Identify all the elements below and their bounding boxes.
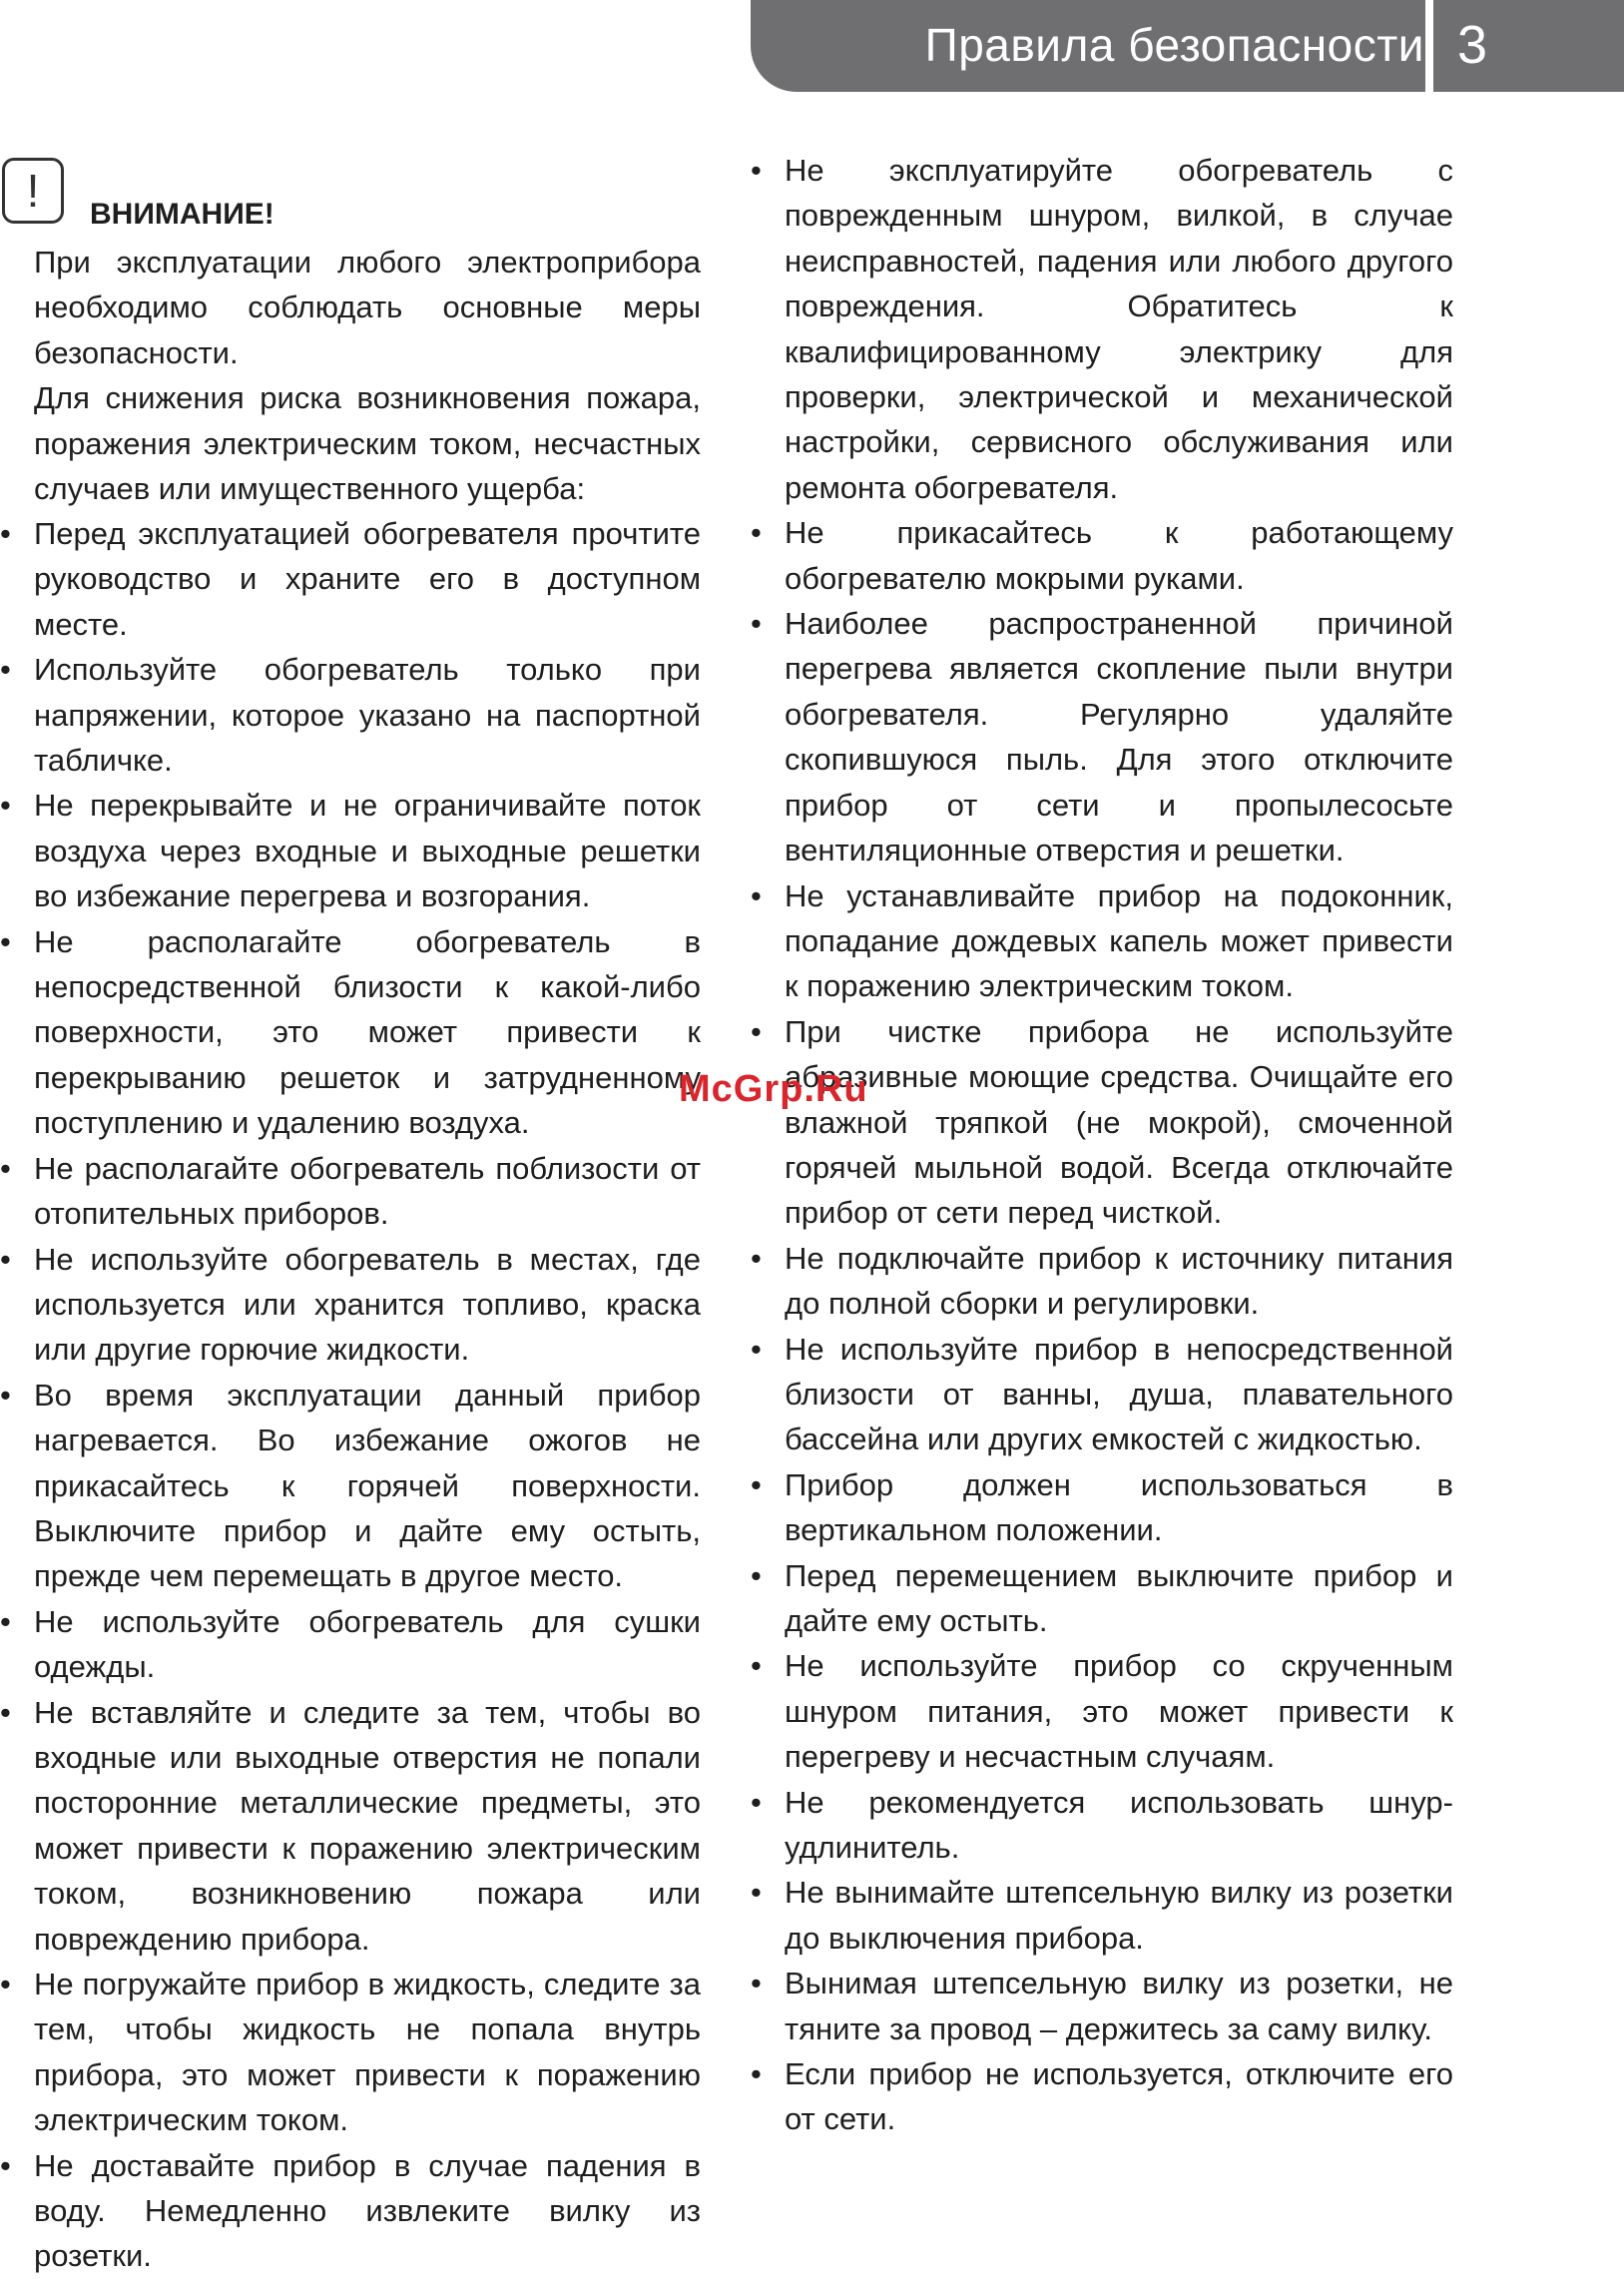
intro-paragraph: Для снижения риска возникновения пожара, поражения электрическим током, несчастных случаев или имущественного ущерба: bbox=[34, 380, 701, 507]
list-item: • Не эксплуатируйте обогреватель с поврежденным шнуром, вилкой, в случае неисправностей, падения или любого другого повреждения. Обратитесь к квалифицированному электрику для проверки, электрической и механической настройки, сервисного обслуживания или ремонта обогревателя. bbox=[785, 148, 1453, 510]
warning-icon: ! bbox=[2, 158, 64, 224]
list-item: • Не используйте обогреватель для сушки одежды. bbox=[34, 1599, 701, 1690]
section-title: Правила безопасности bbox=[924, 19, 1424, 71]
list-item: • Перед перемещением выключите прибор и дайте ему остыть. bbox=[785, 1553, 1453, 1644]
left-safety-list bbox=[34, 511, 701, 2279]
list-item: • Не прикасайтесь к работающему обогревателю мокрыми руками. bbox=[785, 510, 1453, 601]
list-item: • Не рекомендуется использовать шнур-удлинитель. bbox=[785, 1780, 1453, 1871]
section-header bbox=[751, 0, 1624, 92]
list-item: • Перед эксплуатацией обогревателя прочтите руководство и храните его в доступном месте. bbox=[34, 511, 701, 647]
header-divider bbox=[1425, 0, 1433, 92]
list-item: • Не вынимайте штепсельную вилку из розетки до выключения прибора. bbox=[785, 1870, 1453, 1961]
list-item: • Не располагайте обогреватель поблизости от отопительных приборов. bbox=[34, 1146, 701, 1237]
list-item: • Не располагайте обогреватель в непосредственной близости к какой-либо поверхности, это может привести к перекрыванию решеток и затрудненному поступлению и удалению воздуха. bbox=[34, 919, 701, 1146]
watermark: McGrp.Ru bbox=[679, 1068, 868, 1110]
page-number: 3 bbox=[1457, 15, 1488, 75]
list-item: • Не перекрывайте и не ограничивайте поток воздуха через входные и выходные решетки во избежание перегрева и возгорания. bbox=[34, 783, 701, 918]
intro-paragraph: При эксплуатации любого электроприбора необходимо соблюдать основные меры безопасности. bbox=[34, 245, 701, 370]
list-item: • Используйте обогреватель только при напряжении, которое указано на паспортной табличке. bbox=[34, 647, 701, 783]
list-item: • Если прибор не используется, отключите его от сети. bbox=[785, 2051, 1453, 2142]
list-item: • Не используйте прибор в непосредственной близости от ванны, душа, плавательного бассейна или других емкостей с жидкостью. bbox=[785, 1327, 1453, 1462]
list-item: • Не погружайте прибор в жидкость, следите за тем, чтобы жидкость не попала внутрь прибора, это может привести к поражению электрическим током. bbox=[34, 1962, 701, 2143]
list-item: • Во время эксплуатации данный прибор нагревается. Во избежание ожогов не прикасайтесь к горячей поверхности. Выключите прибор и дайте ему остыть, прежде чем перемещать в другое место. bbox=[34, 1373, 701, 1599]
list-item: • Не вставляйте и следите за тем, чтобы во входные или выходные отверстия не попали посторонние металлические предметы, это может привести к поражению электрическим током, возникновению пожара или повреждению прибора. bbox=[34, 1690, 701, 1962]
warning-intro bbox=[34, 240, 701, 511]
list-item: • Не используйте обогреватель в местах, где используется или хранится топливо, краска или другие горючие жидкости. bbox=[34, 1237, 701, 1373]
list-item: • Не подключайте прибор к источнику питания до полной сборки и регулировки. bbox=[785, 1236, 1453, 1327]
list-item: • Прибор должен использоваться в вертикальном положении. bbox=[785, 1462, 1453, 1553]
list-item: • Не устанавливайте прибор на подоконник, попадание дождевых капель может привести к поражению электрическим током. bbox=[785, 873, 1453, 1009]
list-item: • Не используйте прибор со скрученным шнуром питания, это может привести к перегреву и несчастным случаям. bbox=[785, 1643, 1453, 1779]
right-safety-list bbox=[785, 148, 1453, 2142]
warning-title: ВНИМАНИЕ! bbox=[90, 198, 274, 231]
list-item: • Не доставайте прибор в случае падения в воду. Немедленно извлеките вилку из розетки. bbox=[34, 2143, 701, 2279]
list-item: • Вынимая штепсельную вилку из розетки, не тяните за провод – держитесь за саму вилку. bbox=[785, 1961, 1453, 2051]
list-item: • При чистке прибора не используйте абразивные моющие средства. Очищайте его влажной тряпкой (не мокрой), смоченной горячей мыльной водой. Всегда отключайте прибор от сети перед чисткой. bbox=[785, 1009, 1453, 1236]
list-item: • Наиболее распространенной причиной перегрева является скопление пыли внутри обогревателя. Регулярно удаляйте скопившуюся пыль. Для этого отключите прибор от сети и пропылесосьте вентиляционные отверстия и решетки. bbox=[785, 601, 1453, 872]
